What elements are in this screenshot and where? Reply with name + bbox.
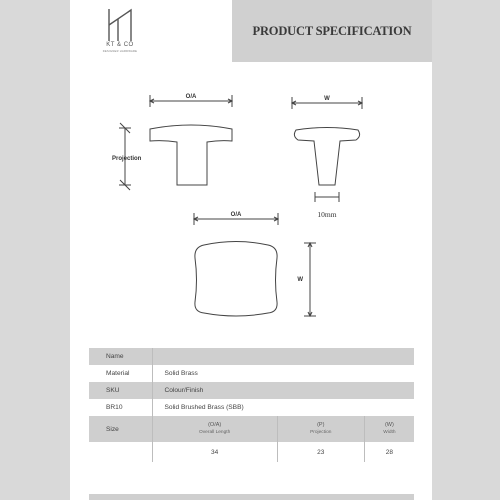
technical-drawing — [70, 62, 432, 347]
column-code: (P) — [317, 422, 325, 428]
table-row — [89, 348, 414, 365]
side-view-knob — [150, 125, 232, 185]
header — [70, 0, 432, 62]
size-header-p — [277, 416, 364, 442]
column-name: Projection — [310, 430, 332, 435]
table-row — [89, 365, 414, 382]
size-label: Size — [89, 416, 152, 442]
title-panel — [232, 0, 432, 62]
row-label: SKU — [89, 382, 152, 399]
top-view-knob — [195, 242, 277, 317]
side-width-label: O/A — [185, 94, 197, 100]
table-row — [89, 442, 414, 462]
spec-table — [89, 348, 414, 462]
row-value: Colour/Finish — [152, 382, 414, 399]
specification-sheet — [70, 0, 432, 500]
footer-bar — [89, 494, 414, 500]
top-height-dimension — [304, 243, 316, 316]
size-value-p: 23 — [277, 442, 364, 462]
top-width-label: O/A — [230, 212, 242, 218]
table-row — [89, 399, 414, 416]
column-name: Overall Length — [199, 430, 231, 435]
size-value-oa: 34 — [152, 442, 277, 462]
row-value — [152, 348, 414, 365]
row-value: Solid Brass — [152, 365, 414, 382]
row-label: Material — [89, 365, 152, 382]
size-header-w — [364, 416, 414, 442]
front-width-label: W — [324, 96, 330, 102]
stem-label: 10mm — [317, 210, 337, 219]
front-view-knob — [294, 128, 359, 186]
table-row — [89, 382, 414, 399]
brand-name: KT & CO — [106, 42, 134, 48]
brand-block — [70, 0, 232, 62]
column-name: Width — [383, 430, 396, 435]
row-value: Solid Brushed Brass (SBB) — [152, 399, 414, 416]
page-title: PRODUCT SPECIFICATION — [252, 24, 412, 38]
column-code: (O/A) — [208, 422, 222, 428]
row-label: Name — [89, 348, 152, 365]
top-height-label: W — [297, 277, 303, 283]
brand-tagline: DESIGNER HARDWARE — [102, 50, 138, 53]
stem-dimension — [315, 192, 339, 202]
projection-label: Projection — [112, 156, 142, 162]
row-label: BR10 — [89, 399, 152, 416]
size-header-oa — [152, 416, 277, 442]
size-value-w: 28 — [364, 442, 414, 462]
column-code: (W) — [384, 422, 394, 428]
table-row — [89, 416, 414, 442]
kt-logo-icon — [104, 8, 136, 42]
